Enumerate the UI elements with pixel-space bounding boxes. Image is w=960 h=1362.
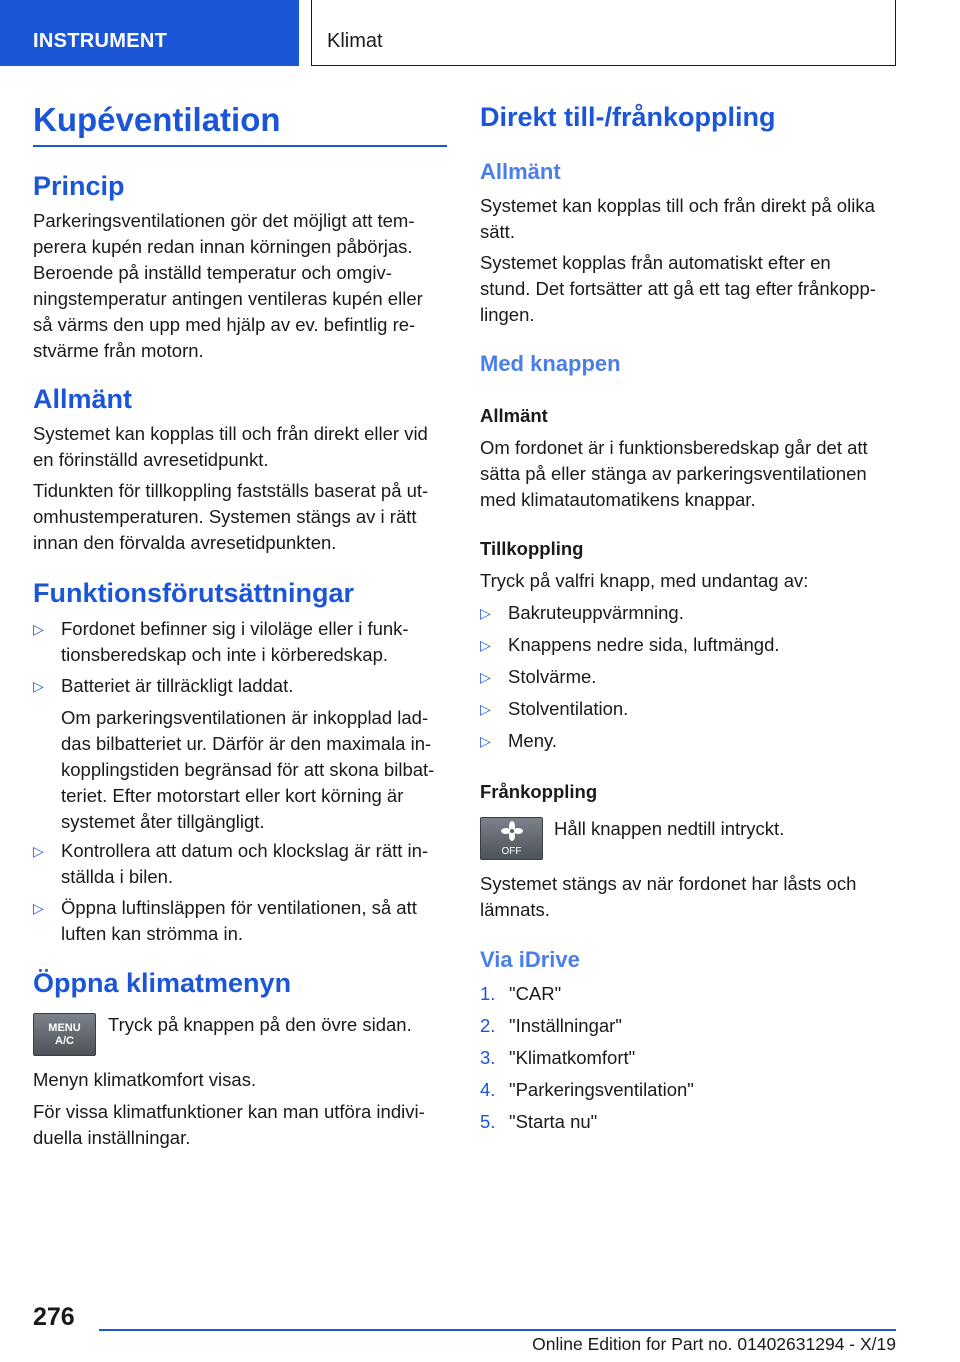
- text-line: För vissa klimatfunktioner kan man utföra indivi-: [33, 1101, 425, 1122]
- heading-allmant-left: Allmänt: [33, 384, 133, 414]
- triangle-bullet-icon: ▷: [33, 621, 44, 637]
- bullet-text: [61, 838, 428, 890]
- text-line: omhustemperaturen. Systemen stängs av i rätt: [33, 506, 417, 527]
- heading-oppna-klimatmenyn: Öppna klimatmenyn: [33, 968, 292, 998]
- menu-ac-button-icon: [33, 1013, 96, 1056]
- text-line: ställda i bilen.: [61, 866, 174, 887]
- triangle-bullet-icon: ▷: [33, 678, 44, 694]
- heading-via-idrive: Via iDrive: [480, 947, 580, 972]
- text-line: innan den förvalda avresetidpunkten.: [33, 532, 337, 553]
- text-line: Kontrollera att datum och klockslag är rätt in-: [61, 840, 429, 861]
- text-line: tionsberedskap och inte i körberedskap.: [61, 644, 389, 665]
- step-text: "Parkeringsventilation": [509, 1079, 694, 1100]
- text-line: Tidunkten för tillkoppling fastställs baserat på ut-: [33, 480, 429, 501]
- triangle-bullet-icon: ▷: [480, 637, 491, 653]
- text-line: lämnats.: [480, 899, 550, 920]
- step-text: "Inställningar": [509, 1015, 622, 1036]
- triangle-bullet-icon: ▷: [480, 733, 491, 749]
- step-text: "CAR": [509, 983, 562, 1004]
- fan-icon: [500, 821, 524, 841]
- icon-label: OFF: [501, 846, 522, 857]
- text-line: Systemet stängs av när fordonet har låsts och: [480, 873, 857, 894]
- text-line: duella inställningar.: [33, 1127, 191, 1148]
- text-line: Fordonet befinner sig i viloläge eller i funk-: [61, 618, 409, 639]
- allmant-right-p1: [480, 193, 900, 245]
- heading-direkt-koppling: Direkt till-/frånkoppling: [480, 102, 776, 132]
- text-line: Öppna luftinsläppen för ventilationen, så att: [61, 897, 417, 918]
- page-number: 276: [33, 1303, 75, 1331]
- text-line: med klimatautomatikens knappar.: [480, 489, 756, 510]
- princip-line: Beroende på inställd temperatur och omgiv-: [33, 262, 392, 283]
- text-line: lingen.: [480, 304, 535, 325]
- text-line: das bilbatteriet ur. Därför är den maximala in-: [61, 733, 432, 754]
- header-section-tab: [0, 0, 299, 66]
- footer-rule: [99, 1329, 896, 1331]
- klimatmeny-instruction: Tryck på knappen på den övre sidan.: [108, 1014, 412, 1035]
- header-chapter-label: Klimat: [327, 30, 383, 52]
- footer-edition: Online Edition for Part no. 01402631294 - X/19: [532, 1334, 896, 1354]
- text-line: stund. Det fortsätter att gå ett tag efter frånkopp-: [480, 278, 876, 299]
- bullet-text: [61, 616, 409, 668]
- klimatmeny-p2: [33, 1099, 453, 1151]
- princip-text: [33, 208, 453, 364]
- bullet-text: Bakruteuppvärmning.: [508, 602, 684, 623]
- heading-allmant-right: Allmänt: [480, 159, 561, 184]
- allmant-right-p2: [480, 250, 900, 328]
- knappen-p2: Tryck på valfri knapp, med undantag av:: [480, 570, 809, 591]
- bullet-text: [61, 895, 417, 947]
- text-line: kopplingstiden begränsad för att skona bilbat-: [61, 759, 435, 780]
- text-line: teriet. Efter motorstart eller kort körning är: [61, 785, 404, 806]
- text-line: Batteriet är tillräckligt laddat.: [61, 675, 294, 696]
- step-text: "Starta nu": [509, 1111, 598, 1132]
- header-section-label: INSTRUMENT: [33, 30, 168, 52]
- step-number: 2.: [480, 1015, 496, 1036]
- step-number: 1.: [480, 983, 496, 1004]
- heading-funktionsforutsattningar: Funktionsförutsättningar: [33, 578, 354, 608]
- klimatmeny-p1: Menyn klimatkomfort visas.: [33, 1069, 257, 1090]
- triangle-bullet-icon: ▷: [33, 843, 44, 859]
- step-number: 3.: [480, 1047, 496, 1068]
- triangle-bullet-icon: ▷: [480, 701, 491, 717]
- text-line: Systemet kan kopplas till och från direkt på olika: [480, 195, 875, 216]
- princip-line: Parkeringsventilationen gör det möjligt att tem-: [33, 210, 415, 231]
- text-line: Systemet kan kopplas till och från direkt eller vid: [33, 423, 428, 444]
- allmant-left-p1: [33, 421, 453, 473]
- princip-line: ningstemperatur antingen ventileras kupén eller: [33, 288, 423, 309]
- subheading-tillkoppling: Tillkoppling: [480, 538, 584, 559]
- allmant-left-p2: [33, 478, 453, 556]
- bullet-text: Knappens nedre sida, luftmängd.: [508, 634, 780, 655]
- step-number: 4.: [480, 1079, 496, 1100]
- bullet-text: Meny.: [508, 730, 558, 751]
- text-line: luften kan strömma in.: [61, 923, 243, 944]
- princip-line: stvärme från motorn.: [33, 340, 204, 361]
- text-line: sätt.: [480, 221, 515, 242]
- icon-label: MENU: [48, 1022, 81, 1034]
- heading-princip: Princip: [33, 171, 125, 201]
- triangle-bullet-icon: ▷: [480, 605, 491, 621]
- text-line: sätta på eller stänga av parkeringsventilationen: [480, 463, 867, 484]
- triangle-bullet-icon: ▷: [480, 669, 491, 685]
- bullet-extra: [61, 705, 434, 835]
- text-line: systemet åter tillgängligt.: [61, 811, 265, 832]
- text-line: Om parkeringsventilationen är inkopplad lad-: [61, 707, 429, 728]
- step-number: 5.: [480, 1111, 496, 1132]
- title-rule: [33, 145, 447, 147]
- triangle-bullet-icon: ▷: [33, 900, 44, 916]
- knappen-p3: [480, 871, 900, 923]
- fan-off-button-icon: [480, 817, 543, 860]
- frankoppling-instruction: Håll knappen nedtill intryckt.: [554, 818, 785, 839]
- bullet-text: Stolvärme.: [508, 666, 597, 687]
- text-line: Systemet kopplas från automatiskt efter en: [480, 252, 831, 273]
- princip-line: så värms den upp med hjälp av ev. befintlig re-: [33, 314, 416, 335]
- text-line: Om fordonet är i funktionsberedskap går det att: [480, 437, 868, 458]
- bullet-text: [61, 673, 434, 835]
- step-text: "Klimatkomfort": [509, 1047, 636, 1068]
- princip-line: perera kupén redan innan körningen påbörjas.: [33, 236, 413, 257]
- text-line: en förinställd avresetidpunkt.: [33, 449, 269, 470]
- heading-med-knappen: Med knappen: [480, 351, 621, 376]
- icon-label: A/C: [55, 1035, 74, 1047]
- header-chapter-tab: [311, 0, 896, 66]
- page-title: Kupéventilation: [33, 101, 281, 138]
- subheading-allmant: Allmänt: [480, 405, 548, 426]
- knappen-p1: [480, 435, 900, 513]
- subheading-frankoppling: Frånkoppling: [480, 781, 598, 802]
- bullet-text: Stolventilation.: [508, 698, 629, 719]
